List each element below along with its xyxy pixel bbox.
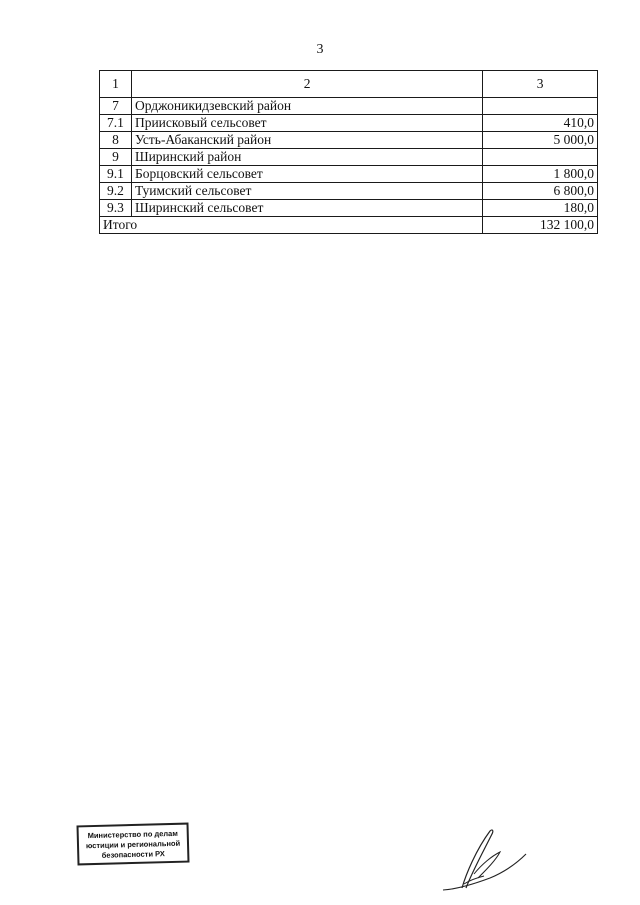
total-value: 132 100,0: [483, 217, 598, 234]
row-name: Усть-Абаканский район: [131, 132, 482, 149]
table-header-row: [100, 71, 598, 98]
row-value: 1 800,0: [483, 166, 598, 183]
table-row: [100, 98, 598, 115]
header-col-1: 1: [100, 71, 132, 98]
table-row: [100, 149, 598, 166]
table-row: [100, 115, 598, 132]
table-row: [100, 132, 598, 149]
stamp-line: безопасности РХ: [101, 849, 165, 860]
table-total-row: [100, 217, 598, 234]
header-col-3: 3: [483, 71, 598, 98]
row-name: Орджоникидзевский район: [131, 98, 482, 115]
row-name: Ширинский сельсовет: [131, 200, 482, 217]
table-row: [100, 183, 598, 200]
stamp-line: Министерство по делам: [87, 828, 178, 841]
table-row: [100, 200, 598, 217]
row-value: [483, 98, 598, 115]
row-name: Приисковый сельсовет: [131, 115, 482, 132]
row-value: 5 000,0: [483, 132, 598, 149]
row-value: 410,0: [483, 115, 598, 132]
row-number: 9.3: [100, 200, 132, 217]
row-value: [483, 149, 598, 166]
row-number: 7: [100, 98, 132, 115]
row-number: 7.1: [100, 115, 132, 132]
row-name: Ширинский район: [131, 149, 482, 166]
row-number: 9.1: [100, 166, 132, 183]
row-value: 6 800,0: [483, 183, 598, 200]
row-value: 180,0: [483, 200, 598, 217]
row-name: Туимский сельсовет: [131, 183, 482, 200]
stamp-line: юстиции и региональной: [85, 838, 181, 851]
total-label: Итого: [100, 217, 483, 234]
row-number: 9.2: [100, 183, 132, 200]
row-number: 9: [100, 149, 132, 166]
page-number: 3: [316, 42, 324, 57]
row-number: 8: [100, 132, 132, 149]
registration-stamp: [76, 823, 189, 866]
row-name: Борцовский сельсовет: [131, 166, 482, 183]
signature-icon: [440, 826, 530, 896]
allocation-table: [99, 70, 598, 234]
header-col-2: 2: [131, 71, 482, 98]
table-row: [100, 166, 598, 183]
